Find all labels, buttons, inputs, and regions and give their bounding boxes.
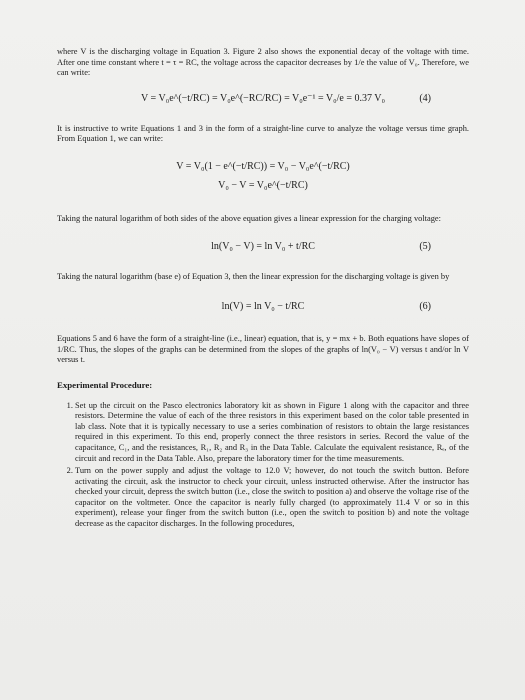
- discharge-paragraph: Taking the natural logarithm (base e) of Equation 3, then the linear expression for the discharging voltage is given by: [57, 271, 450, 281]
- procedure-step: 2. Turn on the power supply and adjust the voltage to 12.0 V; however, do not touch the switch button. Before activating the circuit, ask the instructor to check your circuit, unless instructed otherwise. After the instructor has checked your circuit, depress the switch button (i.e., close the switch to position a) and observe the voltage rise of the capacitor on the voltmeter. Once the capacitor is nearly fully charged (to approximately 11.4 V or so in this experiment), release your finger from the switch button (i.e., open the switch to position b) and note the voltage decrease as the capacitor discharges. In the following procedures,: [75, 466, 469, 530]
- equation-6-expression: ln(V) = ln V₀ − t/RC: [221, 300, 305, 312]
- procedure-step: 1. Set up the circuit on the Pasco electronics laboratory kit as shown in Figure 1 along with the capacitor and three resistors. Determine the value of each of the three resistors in this experiment based on the color table presented in lab class. Note that it is typically necessary to use a series combination of resistors to obtain the large resistances required in this experiment. To this end, properly connect the three resistors in series. Record the value of the capacitance, C₁, and the resistances, R₁, R₂ and R₃ in the Data Table. Calculate the equivalent resistance, Rₑ, of the circuit and record in the Data Table. Also, prepare the laboratory timer for the time measurements.: [75, 401, 469, 465]
- document-body: [57, 47, 469, 532]
- equation-6: [57, 292, 469, 322]
- instructive-paragraph: It is instructive to write Equations 1 and 3 in the form of a straight-line curve to analyze the voltage versus time graph. From Equation 1, we can write:: [57, 123, 469, 144]
- procedure-list: [57, 401, 469, 530]
- equation-6-number: (6): [419, 300, 431, 312]
- equation-5: [57, 233, 469, 263]
- equation-5-expression: ln(V₀ − V) = ln V₀ + t/RC: [211, 241, 315, 253]
- equation-4-expression: V = V₀e^(−t/RC) = V₀e^(−RC/RC) = V₀e⁻¹ = V₀/e = 0.37 V₀: [140, 93, 386, 105]
- equation-block: [57, 149, 469, 205]
- equation-5-number: (5): [419, 241, 431, 253]
- natural-log-paragraph: Taking the natural logarithm of both sides of the above equation gives a linear expression for the charging voltage:: [57, 213, 441, 223]
- equation-block-line-2: V₀ − V = V₀e^(−t/RC): [218, 179, 308, 191]
- equation-4-number: (4): [419, 93, 431, 105]
- equation-block-line-1: V = V₀(1 − e^(−t/RC)) = V₀ − V₀e^(−t/RC): [176, 161, 350, 173]
- equations-paragraph: Equations 5 and 6 have the form of a straight-line (i.e., linear) equation, that is, y = mx + b. Both equations have slopes of 1/RC. Thus, the slopes of the graphs can be determined from the slopes of the graphs of ln(V₀ − V) versus t and/or ln V versus t.: [57, 334, 469, 365]
- equation-4: [57, 85, 469, 115]
- intro-paragraph: where V is the discharging voltage in Equation 3. Figure 2 also shows the exponential decay of the voltage with time. After one time constant where t = τ = RC, the voltage across the capacitor decreases by 1/e the value of V₀. Therefore, we can write:: [57, 47, 469, 78]
- procedure-heading: Experimental Procedure:: [57, 379, 153, 390]
